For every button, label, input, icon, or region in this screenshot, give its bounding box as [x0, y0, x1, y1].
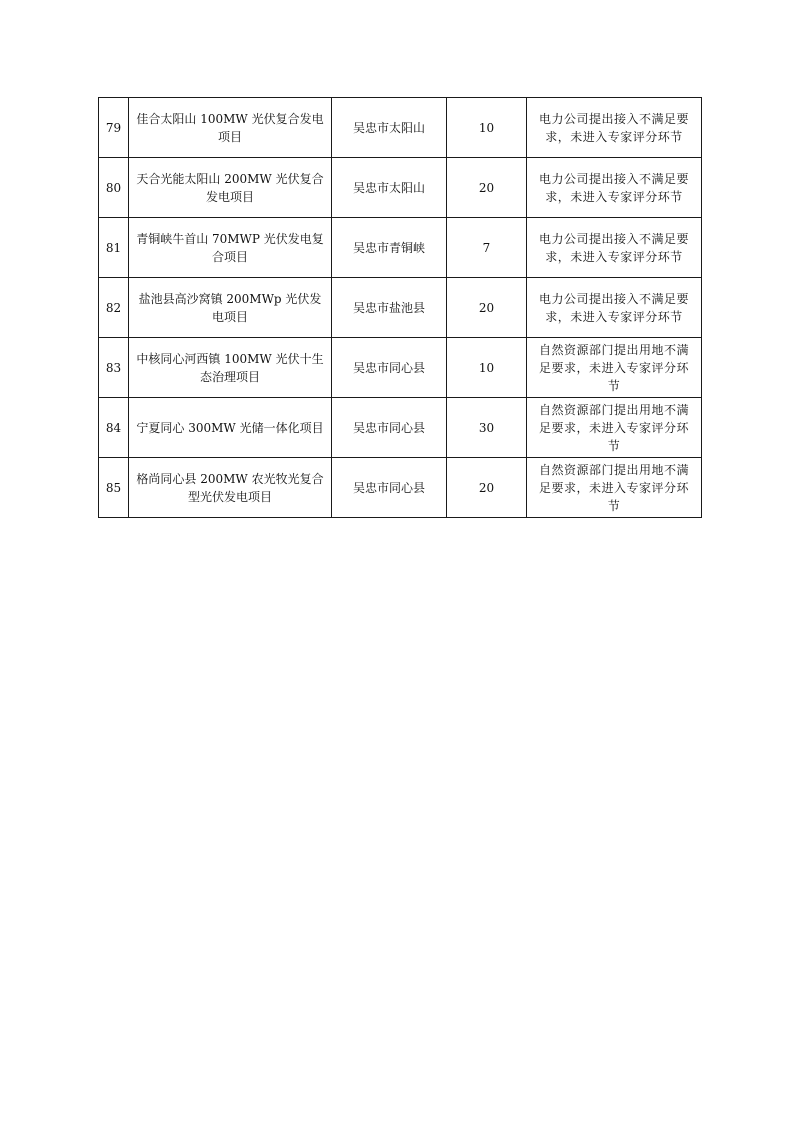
- project-note-text: 电力公司提出接入不满足要求，未进入专家评分环节: [538, 171, 689, 204]
- project-note: [527, 98, 702, 158]
- project-note-text: 电力公司提出接入不满足要求，未进入专家评分环节: [538, 111, 689, 144]
- project-name-text: 佳合太阳山 100MW 光伏复合发电项目: [136, 111, 324, 144]
- project-name-text: 青铜峡牛首山 70MWP 光伏发电复合项目: [136, 231, 324, 264]
- row-number: 85: [99, 458, 129, 518]
- table-row: [99, 98, 702, 158]
- row-number: 84: [99, 398, 129, 458]
- project-location: 吴忠市同心县: [332, 458, 447, 518]
- table-row: [99, 458, 702, 518]
- project-location: 吴忠市盐池县: [332, 278, 447, 338]
- project-note: [527, 158, 702, 218]
- table-row: [99, 278, 702, 338]
- project-capacity: 7: [447, 218, 527, 278]
- row-number: 81: [99, 218, 129, 278]
- project-location: 吴忠市同心县: [332, 338, 447, 398]
- project-note-text: 自然资源部门提出用地不满足要求，未进入专家评分环节: [538, 402, 689, 453]
- project-note-text: 电力公司提出接入不满足要求，未进入专家评分环节: [538, 291, 689, 324]
- project-note: [527, 458, 702, 518]
- row-number: 79: [99, 98, 129, 158]
- project-name-text: 天合光能太阳山 200MW 光伏复合发电项目: [136, 171, 324, 204]
- project-location: 吴忠市同心县: [332, 398, 447, 458]
- project-name: [129, 398, 332, 458]
- project-name-text: 盐池县高沙窝镇 200MWp 光伏发电项目: [138, 291, 322, 324]
- table-row: [99, 218, 702, 278]
- project-location: 吴忠市太阳山: [332, 98, 447, 158]
- project-name: [129, 458, 332, 518]
- table-row: [99, 338, 702, 398]
- project-capacity: 20: [447, 158, 527, 218]
- project-location: 吴忠市太阳山: [332, 158, 447, 218]
- project-name-text: 格尚同心县 200MW 农光牧光复合型光伏发电项目: [136, 471, 324, 504]
- table-row: [99, 158, 702, 218]
- table-row: [99, 398, 702, 458]
- project-note-text: 电力公司提出接入不满足要求，未进入专家评分环节: [538, 231, 689, 264]
- project-name: [129, 218, 332, 278]
- project-location: 吴忠市青铜峡: [332, 218, 447, 278]
- project-name: [129, 338, 332, 398]
- project-capacity: 10: [447, 98, 527, 158]
- project-name: [129, 278, 332, 338]
- project-name: [129, 98, 332, 158]
- project-capacity: 30: [447, 398, 527, 458]
- row-number: 80: [99, 158, 129, 218]
- project-note: [527, 338, 702, 398]
- project-capacity: 10: [447, 338, 527, 398]
- project-table: [98, 97, 702, 518]
- project-note: [527, 278, 702, 338]
- project-name-text: 宁夏同心 300MW 光储一体化项目: [136, 420, 324, 435]
- project-name: [129, 158, 332, 218]
- row-number: 82: [99, 278, 129, 338]
- project-name-text: 中核同心河西镇 100MW 光伏十生态治理项目: [136, 351, 324, 384]
- project-note-text: 自然资源部门提出用地不满足要求，未进入专家评分环节: [538, 462, 689, 513]
- project-note: [527, 398, 702, 458]
- project-note: [527, 218, 702, 278]
- row-number: 83: [99, 338, 129, 398]
- project-capacity: 20: [447, 278, 527, 338]
- project-capacity: 20: [447, 458, 527, 518]
- project-note-text: 自然资源部门提出用地不满足要求，未进入专家评分环节: [538, 342, 689, 393]
